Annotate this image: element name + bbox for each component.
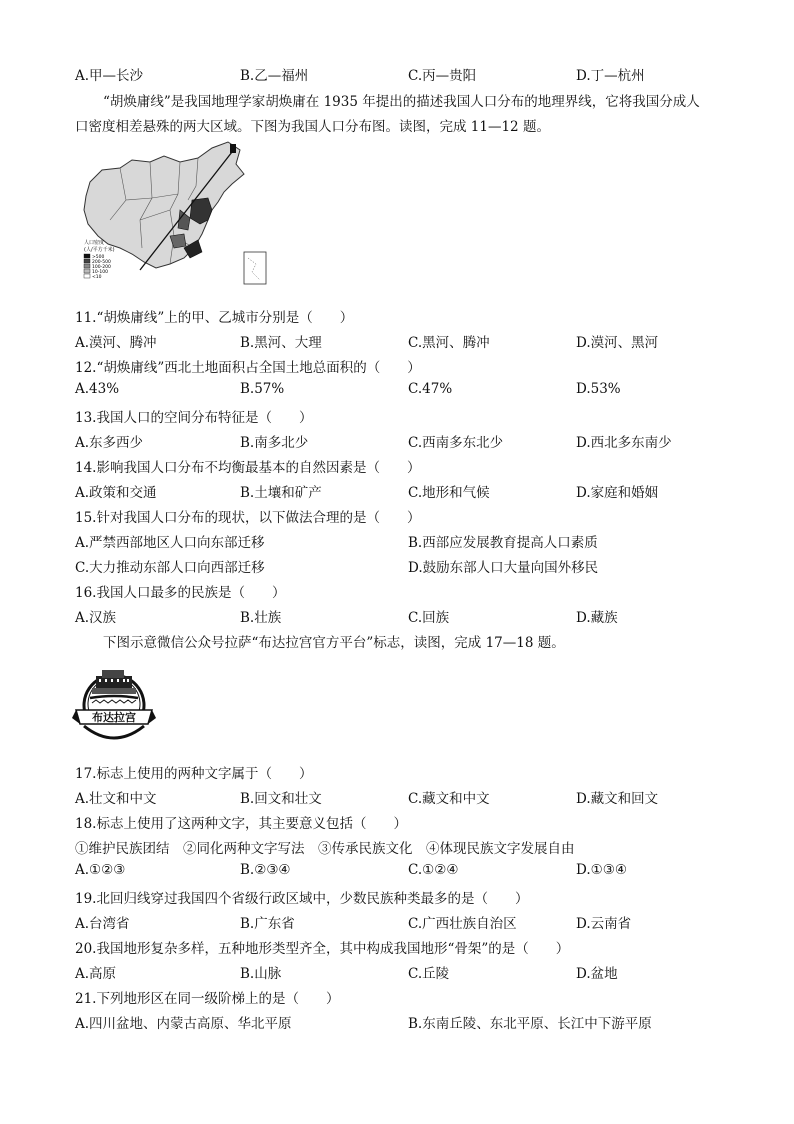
legend-title-line1: 人口密度 <box>84 240 105 246</box>
q14-option-c: C.地形和气候 <box>408 485 490 501</box>
q16-stem: 16.我国人口最多的民族是（ ） <box>75 585 286 601</box>
q10-option-d: D.丁—杭州 <box>576 68 645 84</box>
q18-option-a: A.①②③ <box>75 862 126 878</box>
q11-option-b: B.黑河、大理 <box>240 335 322 351</box>
q17-option-b: B.回文和壮文 <box>240 791 322 807</box>
q20-option-b: B.山脉 <box>240 966 282 982</box>
q13-option-a: A.东多西少 <box>75 435 144 451</box>
q21-option-b: B.东南丘陵、东北平原、长江中下游平原 <box>408 1016 652 1032</box>
q13-option-b: B.南多北少 <box>240 435 309 451</box>
q18-option-c: C.①②④ <box>408 862 459 878</box>
q11-option-d: D.漠河、黑河 <box>576 335 659 351</box>
q15-stem: 15.针对我国人口分布的现状，以下做法合理的是（ ） <box>75 510 421 526</box>
q17-option-d: D.藏文和回文 <box>576 791 659 807</box>
intro-17-18: 下图示意微信公众号拉萨“布达拉宫官方平台”标志，读图，完成 17—18 题。 <box>103 635 565 651</box>
q18-option-b: B.②③④ <box>240 862 291 878</box>
q16-option-a: A.汉族 <box>75 610 117 626</box>
logo-text: 布达拉宫 <box>92 711 136 724</box>
q21-stem: 21.下列地形区在同一级阶梯上的是（ ） <box>75 991 340 1007</box>
q13-stem: 13.我国人口的空间分布特征是（ ） <box>75 410 313 426</box>
q12-option-d: D.53% <box>576 381 621 397</box>
q14-option-b: B.土壤和矿产 <box>240 485 322 501</box>
q19-option-d: D.云南省 <box>576 916 632 932</box>
q11-stem: 11.“胡焕庸线”上的甲、乙城市分别是（ ） <box>75 310 354 326</box>
q10-option-b: B.乙—福州 <box>240 68 309 84</box>
q19-stem: 19.北回归线穿过我国四个省级行政区域中，少数民族种类最多的是（ ） <box>75 891 529 907</box>
q10-option-c: C.丙—贵阳 <box>408 68 477 84</box>
q12-option-c: C.47% <box>408 381 453 397</box>
q15-option-c: C.大力推动东部人口向西部迁移 <box>75 560 265 576</box>
intro-11-12-line2: 口密度相差悬殊的两大区域。下图为我国人口分布图。读图，完成 11—12 题。 <box>75 119 550 135</box>
legend-level-5: <10 <box>92 275 102 280</box>
legend-title-line2: (人/平方千米) <box>84 247 115 253</box>
q14-stem: 14.影响我国人口分布不均衡最基本的自然因素是（ ） <box>75 460 421 476</box>
q16-option-d: D.藏族 <box>576 610 618 626</box>
q18-stem: 18.标志上使用了这两种文字，其主要意义包括（ ） <box>75 816 407 832</box>
q14-option-a: A.政策和交通 <box>75 485 157 501</box>
q17-option-c: C.藏文和中文 <box>408 791 490 807</box>
q19-option-b: B.广东省 <box>240 916 295 932</box>
legend-level-2: 200-500 <box>92 260 111 265</box>
q20-option-d: D.盆地 <box>576 966 618 982</box>
q14-option-d: D.家庭和婚姻 <box>576 485 659 501</box>
q19-option-c: C.广西壮族自治区 <box>408 916 517 932</box>
q18-statements: ①维护民族团结 ②同化两种文字写法 ③传承民族文化 ④体现民族文字发展自由 <box>75 841 575 857</box>
q15-option-a: A.严禁西部地区人口向东部迁移 <box>75 535 265 551</box>
intro-11-12-line1: “胡焕庸线”是我国地理学家胡焕庸在 1935 年提出的描述我国人口分布的地理界线，它将我国分成人 <box>103 94 700 110</box>
q21-option-a: A.四川盆地、内蒙古高原、华北平原 <box>75 1016 292 1032</box>
q10-option-a: A.甲—长沙 <box>75 68 144 84</box>
q19-option-a: A.台湾省 <box>75 916 130 932</box>
q16-option-b: B.壮族 <box>240 610 282 626</box>
legend-level-4: 10-100 <box>92 270 108 275</box>
q18-option-d: D.①③④ <box>576 862 627 878</box>
q12-option-b: B.57% <box>240 381 285 397</box>
population-map <box>80 140 270 300</box>
q15-option-d: D.鼓励东部人口大量向国外移民 <box>408 560 599 576</box>
q20-option-a: A.高原 <box>75 966 117 982</box>
q17-stem: 17.标志上使用的两种文字属于（ ） <box>75 766 313 782</box>
q16-option-c: C.回族 <box>408 610 450 626</box>
legend-level-3: 100-200 <box>92 265 111 270</box>
q11-option-c: C.黑河、腾冲 <box>408 335 490 351</box>
legend-level-1: >500 <box>92 255 105 260</box>
potala-logo <box>72 660 156 750</box>
q15-option-b: B.西部应发展教育提高人口素质 <box>408 535 598 551</box>
q13-option-c: C.西南多东北少 <box>408 435 504 451</box>
q17-option-a: A.壮文和中文 <box>75 791 157 807</box>
q12-stem: 12.“胡焕庸线”西北土地面积占全国土地总面积的（ ） <box>75 360 421 376</box>
q12-option-a: A.43% <box>75 381 120 397</box>
q20-stem: 20.我国地形复杂多样，五种地形类型齐全，其中构成我国地形“骨架”的是（ ） <box>75 941 570 957</box>
q13-option-d: D.西北多东南少 <box>576 435 672 451</box>
q11-option-a: A.漠河、腾冲 <box>75 335 157 351</box>
q20-option-c: C.丘陵 <box>408 966 450 982</box>
